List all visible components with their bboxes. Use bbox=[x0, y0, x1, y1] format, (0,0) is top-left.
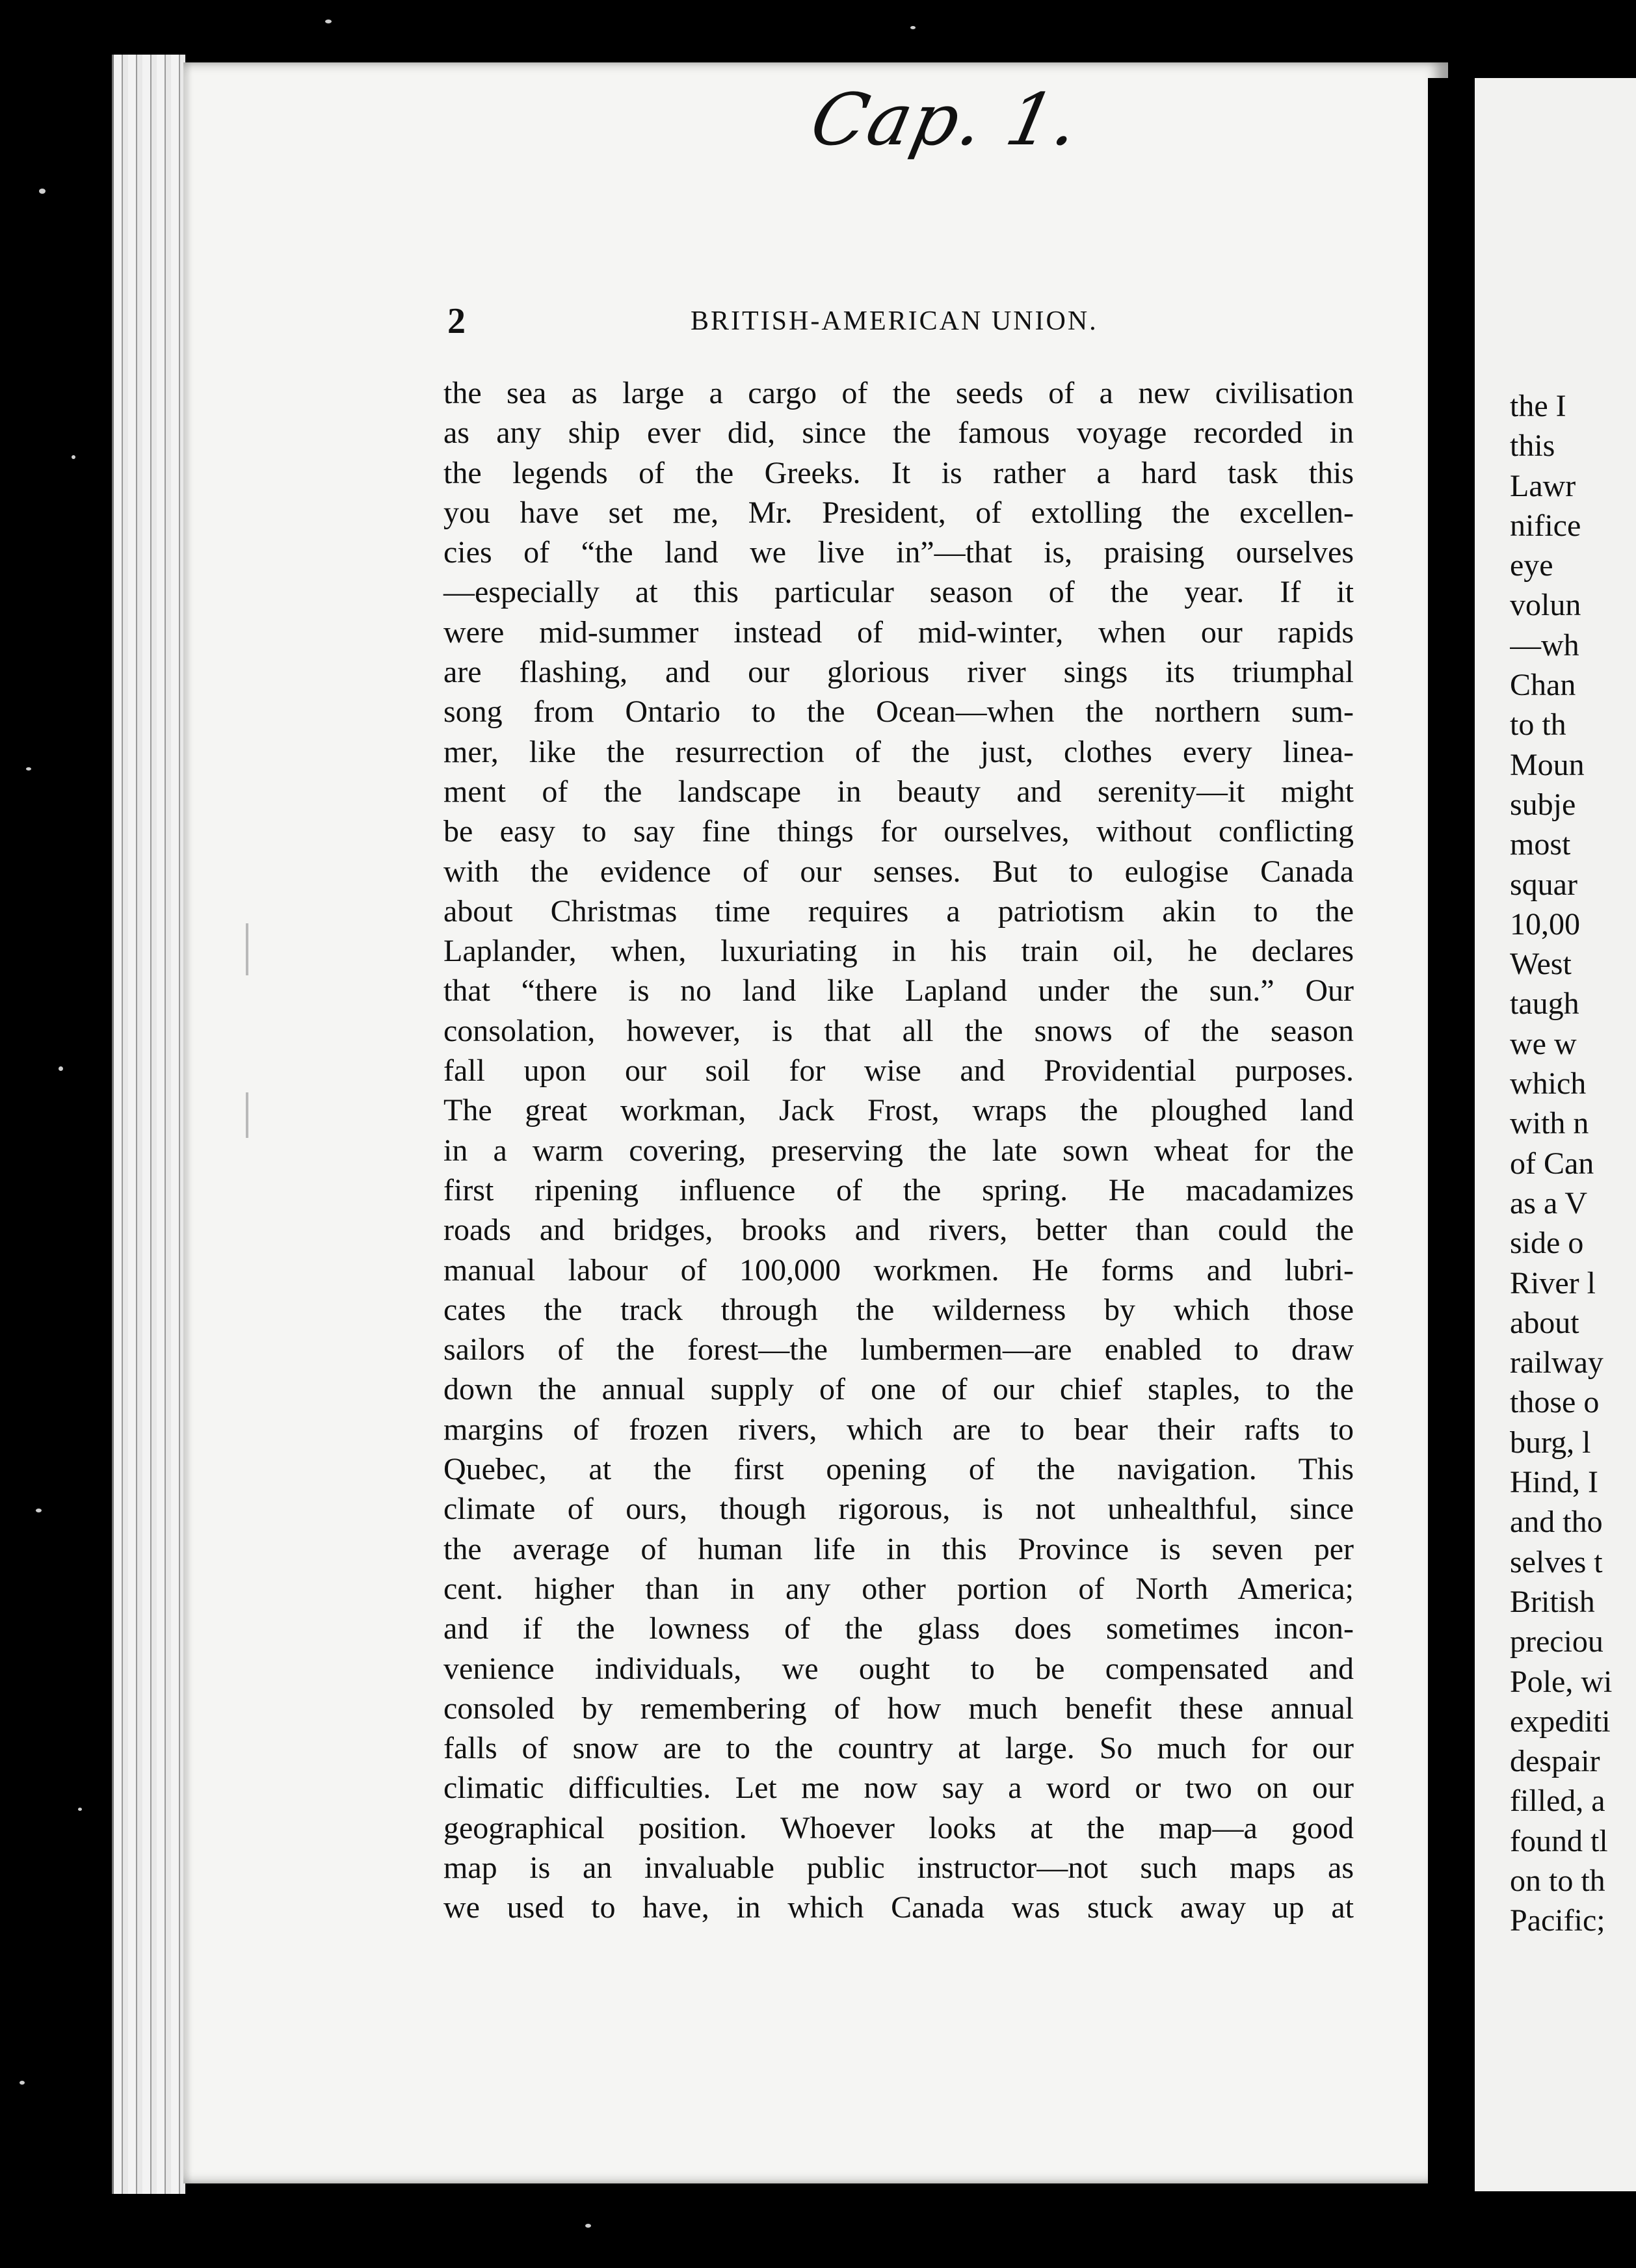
running-head: BRITISH-AMERICAN UNION. bbox=[691, 306, 1098, 336]
facing-text-line: as a V bbox=[1510, 1185, 1588, 1220]
text-line: climatic difficulties. Let me now say a word or two on our bbox=[443, 1771, 1354, 1806]
pencil-mark bbox=[246, 923, 248, 975]
text-line: cent. higher than in any other portion of North America; bbox=[443, 1571, 1354, 1606]
scan-speck bbox=[39, 189, 46, 194]
text-line: ment of the landscape in beauty and serenity—it might bbox=[443, 774, 1354, 809]
text-line: you have set me, Mr. President, of extolling the excellen- bbox=[443, 495, 1354, 530]
text-line: The great workman, Jack Frost, wraps the ploughed land bbox=[443, 1093, 1354, 1128]
facing-text-line: the I bbox=[1510, 389, 1566, 423]
text-line: venience individuals, we ought to be compensated and bbox=[443, 1651, 1354, 1686]
text-line: were mid-summer instead of mid-winter, when our rapids bbox=[443, 614, 1354, 650]
facing-page-text bbox=[1510, 386, 1636, 1941]
text-line: Laplander, when, luxuriating in his train oil, he declares bbox=[443, 934, 1354, 969]
book-gutter bbox=[1428, 78, 1475, 2191]
text-line: in a warm covering, preserving the late sown wheat for the bbox=[443, 1133, 1354, 1168]
facing-text-line: despair bbox=[1510, 1744, 1600, 1779]
facing-text-line: nifice bbox=[1510, 508, 1581, 543]
facing-text-line: side o bbox=[1510, 1226, 1584, 1261]
text-line: the average of human life in this Province is seven per bbox=[443, 1531, 1354, 1566]
facing-text-line: Lawr bbox=[1510, 468, 1576, 503]
text-line: we used to have, in which Canada was stuck away up at bbox=[443, 1890, 1354, 1925]
body-text bbox=[443, 373, 1354, 1928]
scan-speck bbox=[325, 20, 332, 23]
text-line: down the annual supply of one of our chief staples, to the bbox=[443, 1372, 1354, 1407]
text-line: roads and bridges, brooks and rivers, better than could the bbox=[443, 1213, 1354, 1248]
scan-speck bbox=[72, 455, 75, 459]
facing-text-line: on to th bbox=[1510, 1863, 1605, 1898]
facing-text-line: volun bbox=[1510, 588, 1581, 623]
facing-text-line: squar bbox=[1510, 867, 1577, 902]
facing-text-line: West bbox=[1510, 947, 1572, 982]
text-line: song from Ontario to the Ocean—when the northern sum- bbox=[443, 694, 1354, 730]
facing-text-line: this bbox=[1510, 429, 1555, 464]
text-line: as any ship ever did, since the famous voyage recorded in bbox=[443, 415, 1354, 451]
text-line: and if the lowness of the glass does sometimes incon- bbox=[443, 1611, 1354, 1646]
facing-text-line: —wh bbox=[1510, 627, 1579, 663]
text-line: margins of frozen rivers, which are to bear their rafts to bbox=[443, 1412, 1354, 1447]
facing-text-line: to th bbox=[1510, 707, 1566, 743]
facing-text-line: about bbox=[1510, 1305, 1579, 1340]
facing-text-line: railway bbox=[1510, 1345, 1603, 1380]
text-line: are flashing, and our glorious river sings its triumphal bbox=[443, 655, 1354, 690]
scan-speck bbox=[910, 26, 916, 29]
facing-text-line: burg, l bbox=[1510, 1425, 1591, 1460]
text-line: Quebec, at the first opening of the navigation. This bbox=[443, 1452, 1354, 1487]
stacked-page-edges bbox=[112, 55, 185, 2194]
facing-text-line: Chan bbox=[1510, 668, 1576, 703]
facing-text-line: and tho bbox=[1510, 1505, 1603, 1540]
facing-text-line: of Can bbox=[1510, 1146, 1594, 1181]
text-line: consoled by remembering of how much benefit these annual bbox=[443, 1691, 1354, 1726]
facing-text-line: Pacific; bbox=[1510, 1903, 1605, 1938]
facing-text-line: taugh bbox=[1510, 986, 1579, 1022]
text-line: about Christmas time requires a patriotism akin to the bbox=[443, 893, 1354, 929]
text-line: cates the track through the wilderness by which those bbox=[443, 1292, 1354, 1327]
scan-speck bbox=[20, 2081, 25, 2085]
facing-text-line: expediti bbox=[1510, 1704, 1611, 1739]
text-line: that “there is no land like Lapland under the sun.” Our bbox=[443, 973, 1354, 1009]
facing-text-line: we w bbox=[1510, 1026, 1577, 1061]
pencil-mark bbox=[246, 1092, 248, 1138]
facing-text-line: those o bbox=[1510, 1385, 1600, 1420]
facing-text-line: 10,00 bbox=[1510, 906, 1580, 942]
text-line: first ripening influence of the spring. He macadamizes bbox=[443, 1172, 1354, 1207]
scan-speck bbox=[36, 1509, 42, 1512]
text-line: manual labour of 100,000 workmen. He forms and lubri- bbox=[443, 1252, 1354, 1287]
text-line: falls of snow are to the country at large. So much for our bbox=[443, 1731, 1354, 1766]
text-line: —especially at this particular season of the year. If it bbox=[443, 575, 1354, 610]
text-line: map is an invaluable public instructor—not such maps as bbox=[443, 1850, 1354, 1885]
text-line: fall upon our soil for wise and Providential purposes. bbox=[443, 1053, 1354, 1088]
text-line: climate of ours, though rigorous, is not unhealthful, since bbox=[443, 1492, 1354, 1527]
page-number: 2 bbox=[447, 301, 466, 341]
facing-text-line: selves t bbox=[1510, 1544, 1603, 1579]
text-line: mer, like the resurrection of the just, clothes every linea- bbox=[443, 734, 1354, 769]
text-line: be easy to say fine things for ourselves, without conflicting bbox=[443, 814, 1354, 849]
facing-text-line: most bbox=[1510, 827, 1571, 862]
text-line: the legends of the Greeks. It is rather a hard task this bbox=[443, 455, 1354, 490]
facing-text-line: Hind, I bbox=[1510, 1465, 1598, 1500]
facing-text-line: British bbox=[1510, 1584, 1595, 1619]
facing-text-line: subje bbox=[1510, 787, 1576, 822]
facing-text-line: found tl bbox=[1510, 1823, 1608, 1858]
facing-text-line: preciou bbox=[1510, 1624, 1603, 1659]
text-line: consolation, however, is that all the snows of the season bbox=[443, 1013, 1354, 1048]
facing-text-line: eye bbox=[1510, 548, 1553, 583]
text-line: geographical position. Whoever looks at the map—a good bbox=[443, 1810, 1354, 1845]
scan-speck bbox=[26, 767, 31, 771]
scan-speck bbox=[585, 2224, 591, 2228]
facing-text-line: which bbox=[1510, 1066, 1587, 1101]
text-line: the sea as large a cargo of the seeds of a new civilisation bbox=[443, 376, 1354, 410]
handwritten-annotation: Cap. 1. bbox=[804, 78, 1088, 161]
facing-text-line: River l bbox=[1510, 1265, 1596, 1300]
text-line: with the evidence of our senses. But to eulogise Canada bbox=[443, 854, 1354, 889]
scan-speck bbox=[59, 1066, 63, 1071]
facing-text-line: Pole, wi bbox=[1510, 1664, 1613, 1699]
scan-speck bbox=[78, 1808, 82, 1811]
facing-text-line: Moun bbox=[1510, 747, 1585, 782]
text-line: sailors of the forest—the lumbermen—are enabled to draw bbox=[443, 1332, 1354, 1367]
text-line: cies of “the land we live in”—that is, praising ourselves bbox=[443, 535, 1354, 570]
facing-text-line: filled, a bbox=[1510, 1784, 1605, 1819]
facing-text-line: with n bbox=[1510, 1106, 1589, 1141]
